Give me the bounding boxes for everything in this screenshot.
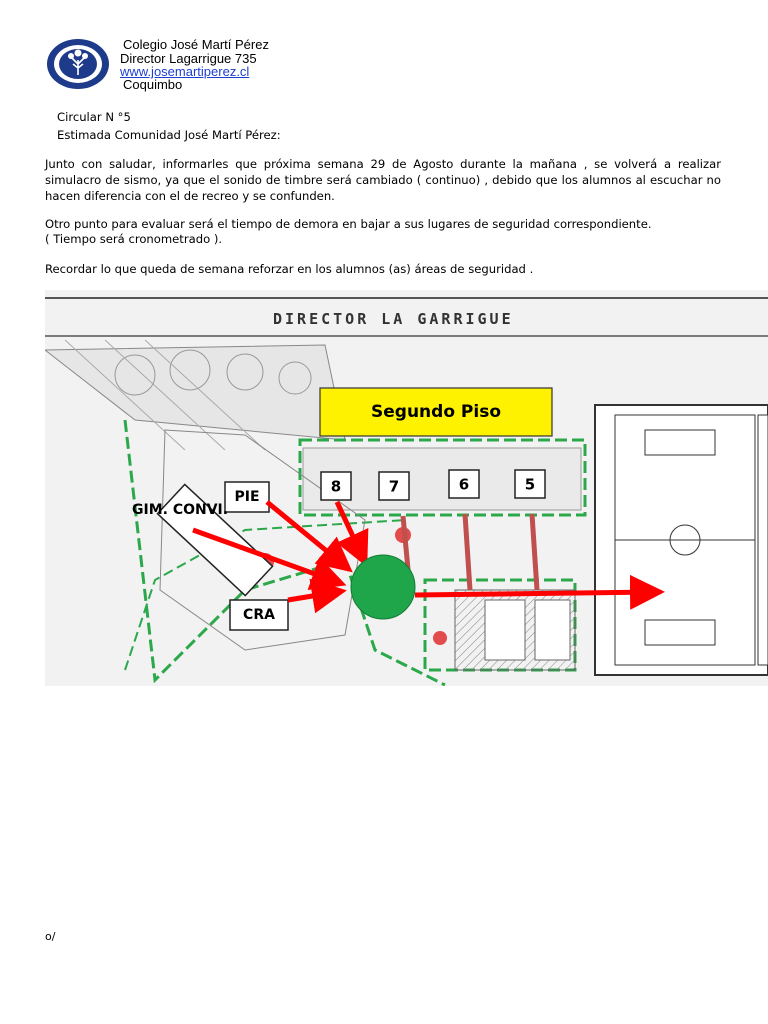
pie-label: PIE: [234, 489, 260, 505]
circular-number: Circular N °5: [57, 110, 131, 124]
footer-mark: o/: [45, 930, 56, 943]
website-anchor[interactable]: www.josemartiperez.cl: [120, 64, 250, 79]
street-label: DIRECTOR LA GARRIGUE: [273, 310, 514, 328]
school-city: Coquimbo: [123, 77, 183, 92]
paragraph-2b: ( Tiempo será cronometrado ).: [45, 232, 223, 246]
room-8: 8: [330, 477, 342, 496]
paragraph-2a: Otro punto para evaluar será el tiempo de demora en bajar a sus lugares de seguridad correspondiente.: [45, 217, 652, 231]
greeting: Estimada Comunidad José Martí Pérez:: [57, 128, 281, 142]
floor-label: Segundo Piso: [371, 402, 501, 422]
school-address: Director Lagarrigue 735: [120, 51, 257, 66]
safe-zone-marker: [351, 555, 415, 619]
gim-label: GIM. CONVI.: [132, 502, 229, 518]
school-name: Colegio José Martí Pérez: [123, 37, 269, 52]
evacuation-map: [45, 290, 768, 686]
room-5: 5: [524, 475, 536, 494]
paragraph-1: Junto con saludar, informarles que próxima semana 29 de Agosto durante la mañana , se volverá a realizar simulacro de sismo, ya que el sonido de timbre será cambiado ( continuo) , debido que los alumnos al escuchar no hacen diferencia con el de recreo y se confunden.: [45, 157, 721, 203]
room-7: 7: [388, 477, 400, 496]
room-6: 6: [458, 475, 470, 494]
cra-label: CRA: [243, 607, 275, 623]
school-logo: [45, 38, 111, 90]
paragraph-3: Recordar lo que queda de semana reforzar en los alumnos (as) áreas de seguridad .: [45, 262, 534, 276]
